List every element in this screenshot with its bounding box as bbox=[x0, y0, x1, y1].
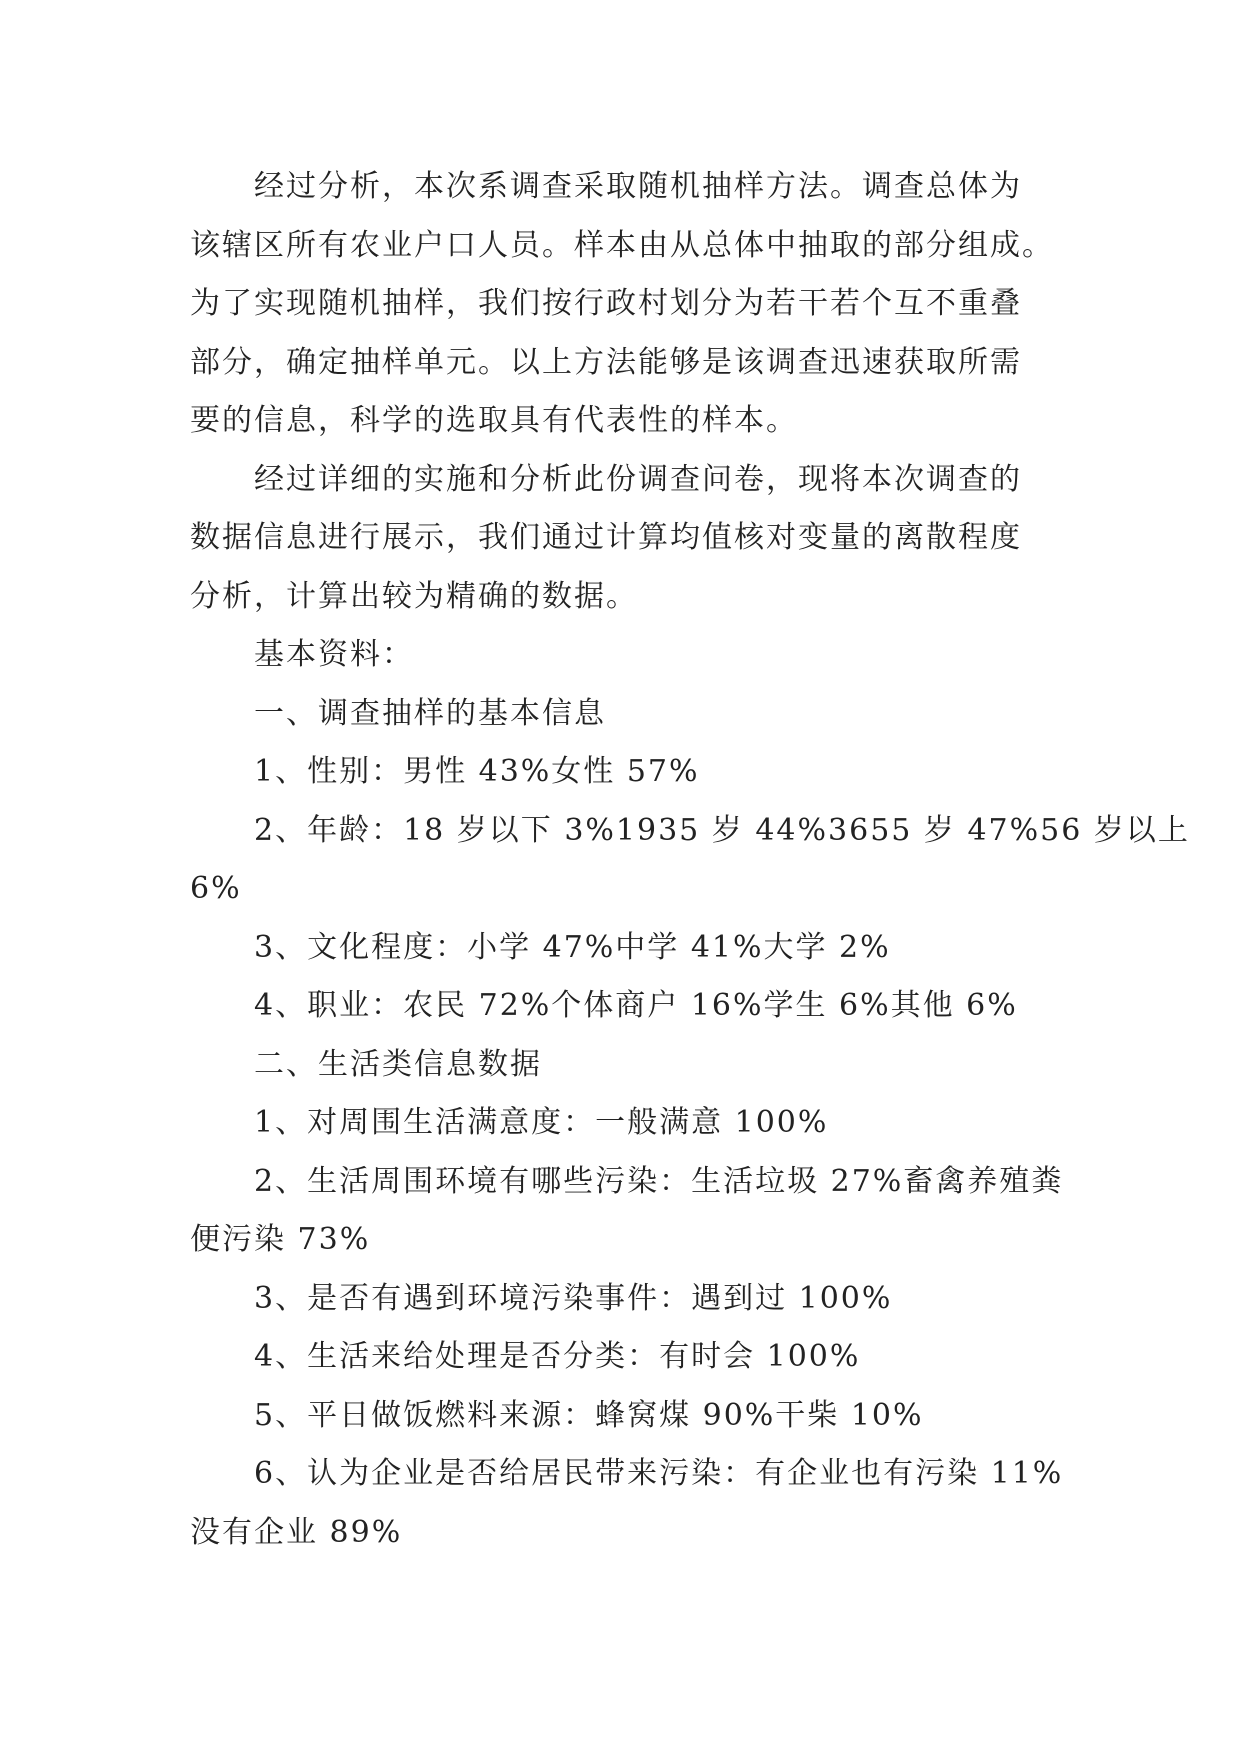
section-label: 基本资料： bbox=[254, 637, 414, 672]
section-heading: 一、调查抽样的基本信息 bbox=[254, 695, 606, 731]
list-item: 5、平日做饭燃料来源：蜂窝煤 90%干柴 10% bbox=[254, 1397, 924, 1433]
list-item: 2、年龄：18 岁以下 3%1935 岁 44%3655 岁 47%56 岁以上 bbox=[254, 812, 1190, 848]
text-line: 经过分析，本次系调查采取随机抽样方法。调查总体为 bbox=[254, 169, 1022, 204]
list-item: 1、对周围生活满意度：一般满意 100% bbox=[254, 1105, 829, 1140]
text-line: 为了实现随机抽样，我们按行政村划分为若干若个互不重叠 bbox=[190, 286, 1022, 321]
section-heading: 二、生活类信息数据 bbox=[254, 1046, 542, 1082]
text-line: 数据信息进行展示，我们通过计算均值核对变量的离散程度 bbox=[190, 520, 1022, 555]
list-item: 6、认为企业是否给居民带来污染：有企业也有污染 11% bbox=[254, 1456, 1064, 1491]
list-item: 2、生活周围环境有哪些污染：生活垃圾 27%畜禽养殖粪 bbox=[254, 1163, 1064, 1199]
list-item-continuation: 6% bbox=[190, 871, 242, 906]
text-line: 经过详细的实施和分析此份调查问卷，现将本次调查的 bbox=[254, 461, 1022, 497]
list-item: 1、性别：男性 43%女性 57% bbox=[254, 754, 700, 789]
list-item: 3、是否有遇到环境污染事件：遇到过 100% bbox=[254, 1280, 893, 1316]
list-item: 4、职业：农民 72%个体商户 16%学生 6%其他 6% bbox=[254, 988, 1018, 1023]
list-item: 3、文化程度：小学 47%中学 41%大学 2% bbox=[254, 929, 891, 965]
list-item: 4、生活来给处理是否分类：有时会 100% bbox=[254, 1339, 861, 1374]
text-line: 该辖区所有农业户口人员。样本由从总体中抽取的部分组成。 bbox=[190, 227, 1054, 263]
text-line: 分析，计算出较为精确的数据。 bbox=[190, 578, 638, 614]
list-item-continuation: 没有企业 89% bbox=[190, 1514, 403, 1550]
text-line: 部分，确定抽样单元。以上方法能够是该调查迅速获取所需 bbox=[190, 344, 1022, 380]
text-line: 要的信息，科学的选取具有代表性的样本。 bbox=[190, 403, 798, 438]
list-item-continuation: 便污染 73% bbox=[190, 1222, 371, 1257]
document-body bbox=[190, 158, 1190, 1562]
